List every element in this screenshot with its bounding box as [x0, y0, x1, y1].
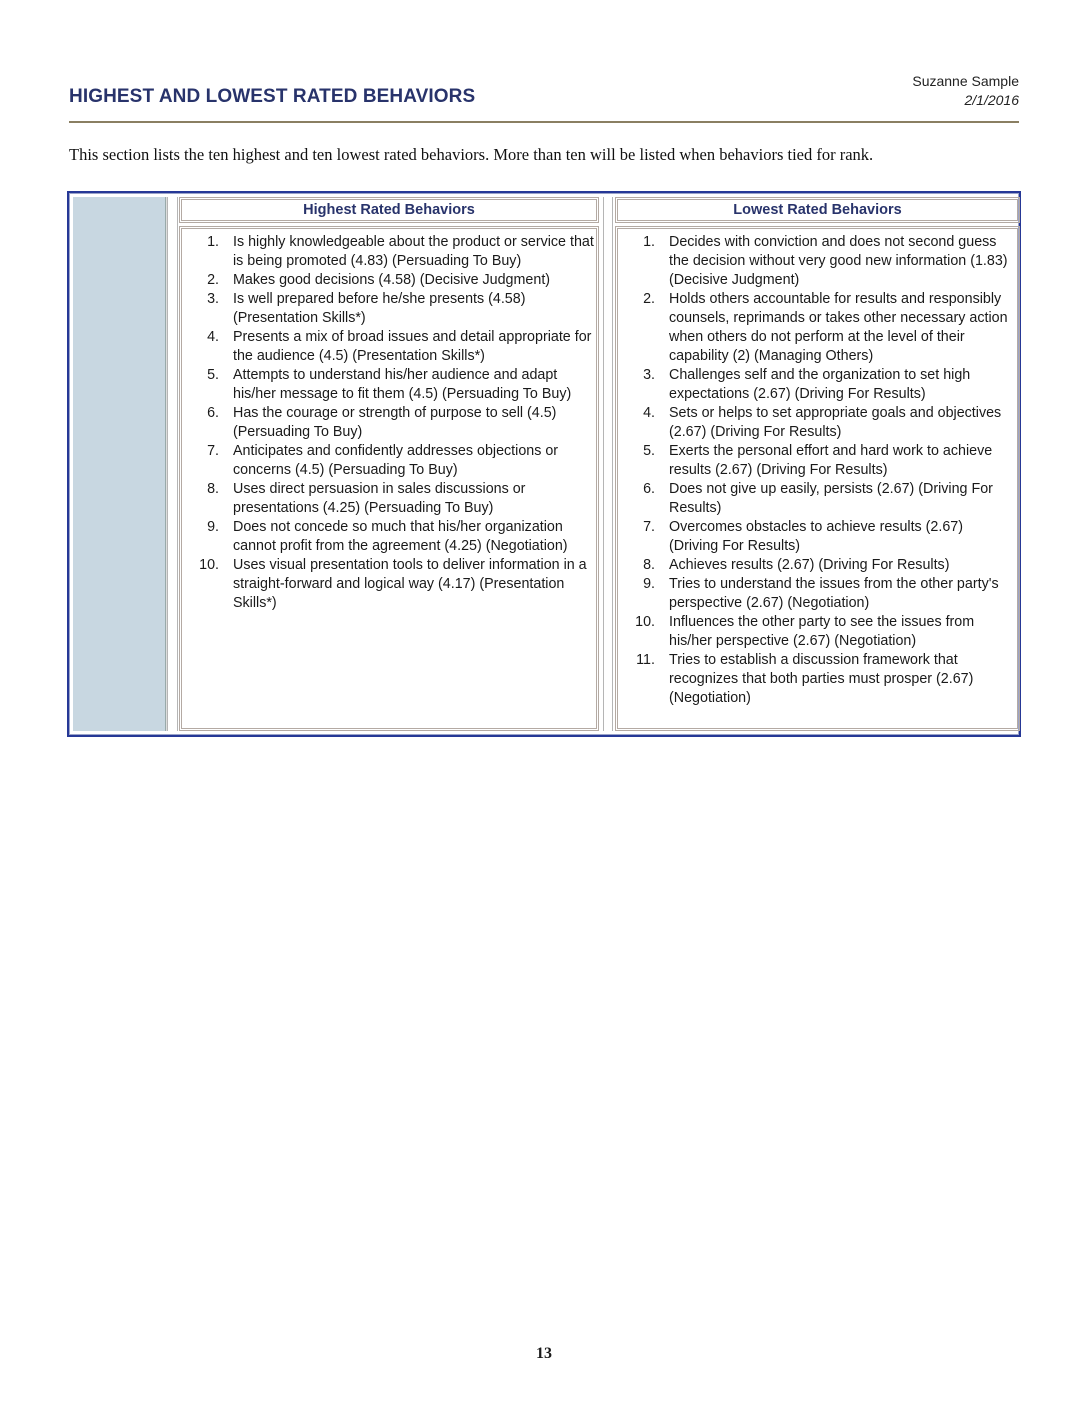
- item-number: 2.: [643, 291, 655, 307]
- item-text: Sets or helps to set appropriate goals and objectives (2.67) (Driving For Results): [669, 405, 1002, 440]
- item-text: Exerts the personal effort and hard work to achieve results (2.67) (Driving For Results): [669, 443, 993, 478]
- highest-item: [182, 404, 596, 442]
- column-divider: [603, 197, 613, 731]
- lowest-item: [618, 366, 1017, 404]
- lowest-item: [618, 651, 1017, 708]
- item-number: 3.: [207, 291, 219, 307]
- item-text: Tries to establish a discussion framework that recognizes that both parties must prosper (2.67) (Negotiation): [669, 652, 974, 706]
- item-number: 6.: [207, 405, 219, 421]
- report-date: 2/1/2016: [964, 92, 1019, 108]
- highest-column: [179, 197, 599, 731]
- lowest-item: [618, 290, 1017, 366]
- lowest-item: [618, 480, 1017, 518]
- item-text: Overcomes obstacles to achieve results (2.67) (Driving For Results): [669, 519, 964, 554]
- item-text: Presents a mix of broad issues and detail appropriate for the audience (4.5) (Presentation Skills*): [233, 329, 592, 364]
- item-text: Has the courage or strength of purpose to sell (4.5) (Persuading To Buy): [233, 405, 557, 440]
- item-number: 4.: [207, 329, 219, 345]
- item-number: 5.: [643, 443, 655, 459]
- item-text: Uses visual presentation tools to deliver information in a straight-forward and logical way (4.17) (Presentation Skills*): [233, 557, 587, 611]
- item-number: 10.: [635, 614, 655, 630]
- item-number: 4.: [643, 405, 655, 421]
- lowest-body: [615, 226, 1020, 731]
- page-title: HIGHEST AND LOWEST RATED BEHAVIORS: [69, 86, 476, 107]
- item-text: Does not give up easily, persists (2.67) (Driving For Results): [669, 481, 993, 516]
- subject-name: Suzanne Sample: [912, 73, 1019, 89]
- item-number: 6.: [643, 481, 655, 497]
- item-text: Uses direct persuasion in sales discussions or presentations (4.25) (Persuading To Buy): [233, 481, 526, 516]
- lowest-item: [618, 613, 1017, 651]
- lowest-column: [615, 197, 1020, 731]
- item-number: 8.: [643, 557, 655, 573]
- highest-item: [182, 233, 596, 271]
- item-text: Is highly knowledgeable about the product or service that is being promoted (4.83) (Persuading To Buy): [233, 234, 594, 269]
- lowest-heading: Lowest Rated Behaviors: [615, 197, 1020, 223]
- header-meta: [912, 72, 1019, 110]
- item-number: 9.: [643, 576, 655, 592]
- lowest-item: [618, 575, 1017, 613]
- highest-item: [182, 556, 596, 613]
- item-text: Challenges self and the organization to set high expectations (2.67) (Driving For Results): [669, 367, 971, 402]
- item-text: Attempts to understand his/her audience and adapt his/her message to fit them (4.5) (Persuading To Buy): [233, 367, 572, 402]
- item-number: 7.: [643, 519, 655, 535]
- behaviors-table: [67, 191, 1021, 737]
- item-number: 9.: [207, 519, 219, 535]
- item-number: 11.: [636, 652, 655, 668]
- item-text: Anticipates and confidently addresses objections or concerns (4.5) (Persuading To Buy): [233, 443, 559, 478]
- highest-item: [182, 518, 596, 556]
- highest-item: [182, 366, 596, 404]
- highest-body: [179, 226, 599, 731]
- item-number: 3.: [643, 367, 655, 383]
- highest-heading: Highest Rated Behaviors: [179, 197, 599, 223]
- lowest-item: [618, 442, 1017, 480]
- lowest-item: [618, 404, 1017, 442]
- highest-item: [182, 328, 596, 366]
- header-rule: [69, 121, 1019, 123]
- item-number: 1.: [207, 234, 219, 250]
- item-number: 2.: [207, 272, 219, 288]
- item-text: Does not concede so much that his/her organization cannot profit from the agreement (4.25) (Negotiation): [233, 519, 568, 554]
- highest-list: [182, 233, 596, 613]
- item-text: Achieves results (2.67) (Driving For Results): [669, 557, 950, 573]
- item-number: 10.: [199, 557, 219, 573]
- item-number: 1.: [643, 234, 655, 250]
- item-text: Holds others accountable for results and responsibly counsels, reprimands or takes other necessary action when others do not perform at the level of their capability (2) (Managing Others): [669, 291, 1008, 364]
- item-number: 8.: [207, 481, 219, 497]
- highest-item: [182, 271, 596, 290]
- table-sidebar: [73, 197, 166, 731]
- highest-item: [182, 480, 596, 518]
- lowest-list: [618, 233, 1017, 708]
- highest-item: [182, 442, 596, 480]
- page-number: 13: [536, 1345, 552, 1362]
- highest-item: [182, 290, 596, 328]
- item-text: Makes good decisions (4.58) (Decisive Judgment): [233, 272, 551, 288]
- item-text: Decides with conviction and does not second guess the decision without very good new information (1.83) (Decisive Judgment): [669, 234, 1008, 288]
- item-number: 5.: [207, 367, 219, 383]
- item-text: Influences the other party to see the issues from his/her perspective (2.67) (Negotiation): [669, 614, 975, 649]
- item-text: Is well prepared before he/she presents (4.58) (Presentation Skills*): [233, 291, 526, 326]
- item-number: 7.: [207, 443, 219, 459]
- sidebar-spacer: [167, 197, 178, 731]
- lowest-item: [618, 556, 1017, 575]
- item-text: Tries to understand the issues from the other party's perspective (2.67) (Negotiation): [669, 576, 999, 611]
- page-header: [69, 72, 1019, 122]
- lowest-item: [618, 233, 1017, 290]
- lowest-item: [618, 518, 1017, 556]
- intro-paragraph: This section lists the ten highest and ten lowest rated behaviors. More than ten will be listed when behaviors tied for rank.: [69, 145, 874, 164]
